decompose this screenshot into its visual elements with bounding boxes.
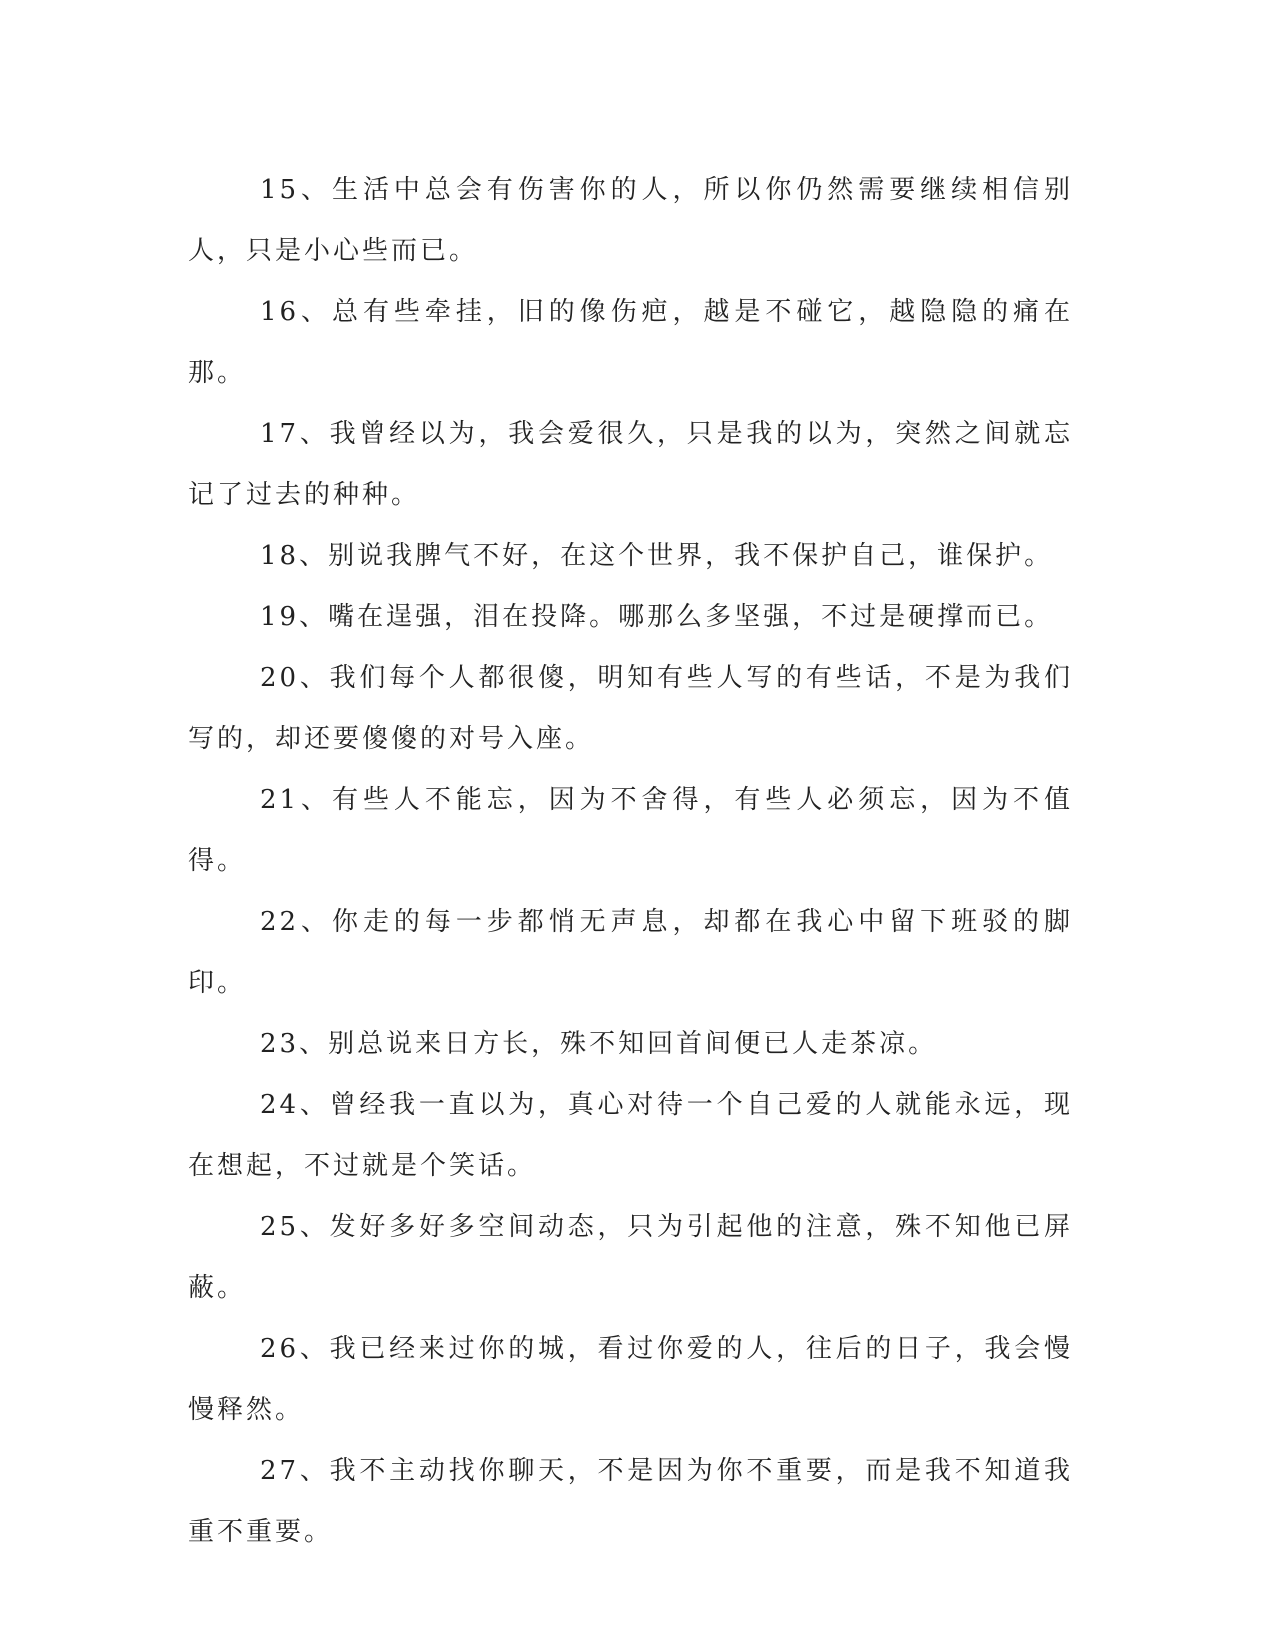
paragraph-15: 15、生活中总会有伤害你的人，所以你仍然需要继续相信别人，只是小心些而已。 (188, 175, 1073, 266)
paragraph-24: 24、曾经我一直以为，真心对待一个自己爱的人就能永远，现在想起，不过就是个笑话。 (188, 1090, 1073, 1181)
paragraph-18: 18、别说我脾气不好，在这个世界，我不保护自己，谁保护。 (260, 541, 1054, 571)
paragraph-26: 26、我已经来过你的城，看过你爱的人，往后的日子，我会慢慢释然。 (188, 1334, 1073, 1425)
document-body (188, 160, 1073, 1563)
paragraph-21: 21、有些人不能忘，因为不舍得，有些人必须忘，因为不值得。 (188, 785, 1073, 876)
paragraph-20: 20、我们每个人都很傻，明知有些人写的有些话，不是为我们写的，却还要傻傻的对号入座。 (188, 663, 1073, 754)
paragraph-16: 16、总有些牵挂，旧的像伤疤，越是不碰它，越隐隐的痛在那。 (188, 297, 1073, 388)
paragraph-17: 17、我曾经以为，我会爱很久，只是我的以为，突然之间就忘记了过去的种种。 (188, 419, 1073, 510)
paragraph-27: 27、我不主动找你聊天，不是因为你不重要，而是我不知道我重不重要。 (188, 1456, 1073, 1547)
paragraph-22: 22、你走的每一步都悄无声息，却都在我心中留下班驳的脚印。 (188, 907, 1073, 998)
paragraph-25: 25、发好多好多空间动态，只为引起他的注意，殊不知他已屏蔽。 (188, 1212, 1073, 1303)
paragraph-23: 23、别总说来日方长，殊不知回首间便已人走茶凉。 (260, 1029, 938, 1059)
paragraph-19: 19、嘴在逞强，泪在投降。哪那么多坚强，不过是硬撑而已。 (260, 602, 1054, 632)
